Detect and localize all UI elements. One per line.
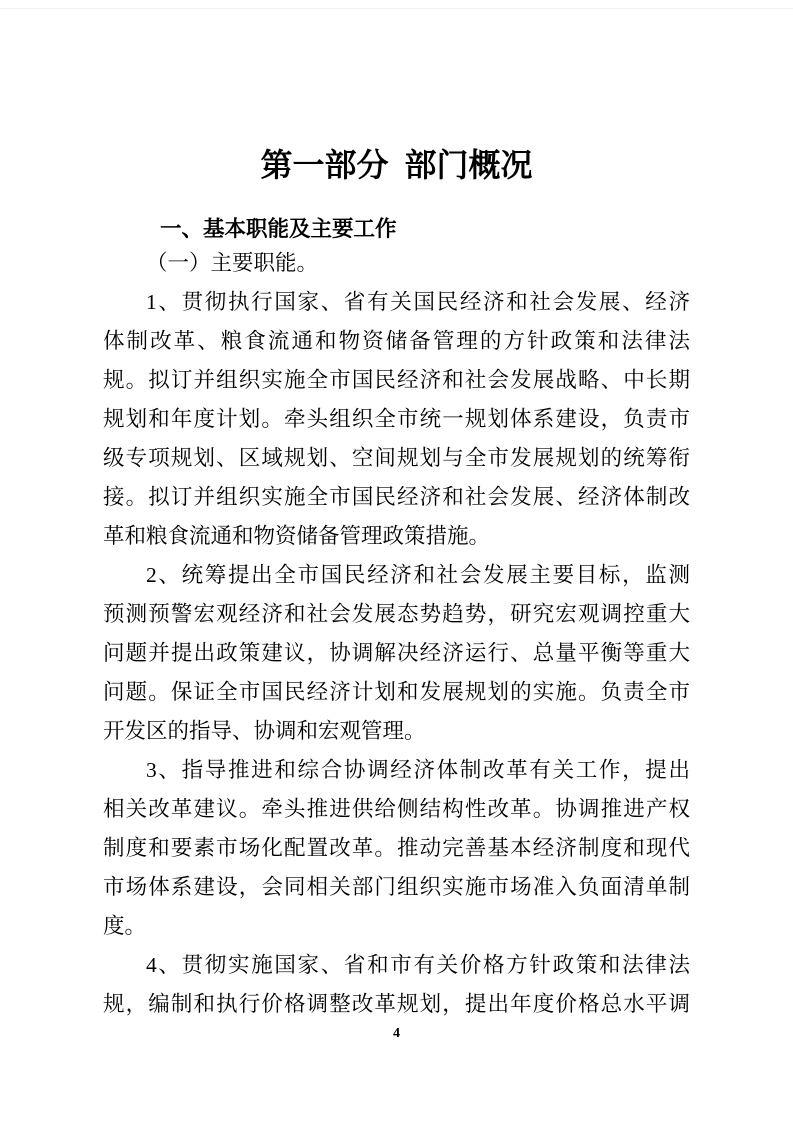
text-line: 市场体系建设，会同相关部门组织实施市场准入负面清单制 — [103, 875, 690, 899]
text-line: 开发区的指导、协调和宏观管理。 — [103, 719, 426, 743]
text-line: 规划和年度计划。牵头组织全市统一规划体系建设，负责市 — [103, 407, 690, 431]
text-line: 接。拟订并组织实施全市国民经济和社会发展、经济体制改 — [103, 485, 690, 509]
text-line: 问题并提出政策建议，协调解决经济运行、总量平衡等重大 — [103, 641, 690, 665]
text-line: 规。拟订并组织实施全市国民经济和社会发展战略、中长期 — [103, 368, 690, 392]
section-heading: 一、基本职能及主要工作 — [160, 217, 397, 241]
text-line: 预测预警宏观经济和社会发展态势趋势，研究宏观调控重大 — [103, 602, 690, 626]
document-title: 第一部分 部门概况 — [260, 147, 533, 183]
text-line: 4、贯彻实施国家、省和市有关价格方针政策和法律法 — [146, 953, 690, 977]
page-number: 4 — [393, 1026, 400, 1041]
text-line: 3、指导推进和综合协调经济体制改革有关工作，提出 — [146, 758, 690, 782]
text-line: 革和粮食流通和物资储备管理政策措施。 — [103, 524, 491, 548]
text-line: 相关改革建议。牵头推进供给侧结构性改革。协调推进产权 — [103, 797, 690, 821]
text-line: 体制改革、粮食流通和物资储备管理的方针政策和法律法 — [103, 329, 690, 353]
paragraphs — [103, 283, 690, 1024]
text-line: 1、贯彻执行国家、省有关国民经济和社会发展、经济 — [146, 290, 690, 314]
text-line: 级专项规划、区域规划、空间规划与全市发展规划的统筹衔 — [103, 446, 690, 470]
subsection-heading: （一）主要职能。 — [146, 251, 319, 275]
text-line: 问题。保证全市国民经济计划和发展规划的实施。负责全市 — [103, 680, 690, 704]
text-line: 度。 — [103, 914, 147, 938]
text-line: 2、统筹提出全市国民经济和社会发展主要目标，监测 — [146, 563, 690, 587]
page-content — [103, 0, 690, 1024]
text-line: 制度和要素市场化配置改革。推动完善基本经济制度和现代 — [103, 836, 690, 860]
text-line: 规，编制和执行价格调整改革规划，提出年度价格总水平调 — [103, 992, 690, 1016]
